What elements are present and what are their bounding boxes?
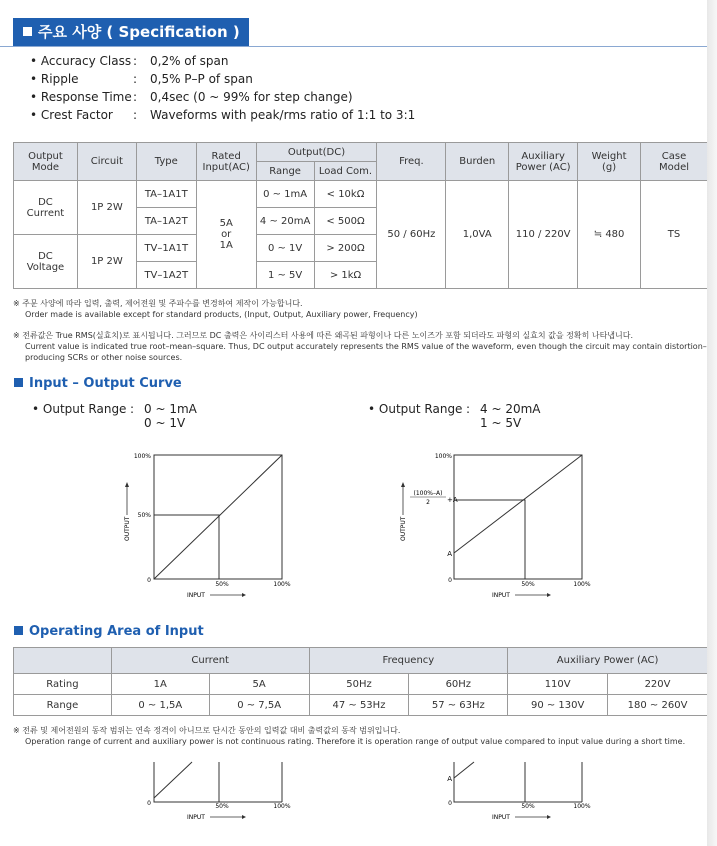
svg-text:100%: 100% bbox=[133, 453, 151, 460]
table-cell: 0 ~ 7,5A bbox=[209, 695, 309, 716]
title-divider bbox=[0, 46, 708, 47]
output-mode-cell: DC Voltage bbox=[14, 235, 78, 289]
page-title: 주요 사양 ( Specification ) bbox=[13, 18, 249, 46]
op-header-aux-power: Auxiliary Power (AC) bbox=[508, 648, 708, 674]
row-label-rating: Rating bbox=[14, 674, 112, 695]
type-cell: TV–1A2T bbox=[136, 262, 196, 289]
io-curve-graph-bottom-right bbox=[394, 758, 604, 828]
spec-value: Waveforms with peak/rms ratio of 1:1 to 3:1 bbox=[150, 108, 416, 122]
case-cell: TS bbox=[641, 181, 708, 289]
svg-text:50%: 50% bbox=[521, 581, 535, 588]
load-cell: > 1kΩ bbox=[314, 262, 377, 289]
header-freq: Freq. bbox=[377, 143, 446, 181]
table-cell: 57 ~ 63Hz bbox=[409, 695, 508, 716]
svg-text:100%: 100% bbox=[273, 803, 291, 810]
svg-text:INPUT: INPUT bbox=[187, 592, 205, 599]
load-cell: < 10kΩ bbox=[314, 181, 377, 208]
table-cell: 220V bbox=[608, 674, 708, 695]
weight-cell: ≒ 480 bbox=[578, 181, 641, 289]
svg-text:50%: 50% bbox=[137, 512, 151, 519]
curve-right-range: • Output Range bbox=[368, 402, 463, 416]
header-circuit: Circuit bbox=[77, 143, 136, 181]
spec-label: Accuracy Class bbox=[40, 54, 132, 68]
load-cell: > 200Ω bbox=[314, 235, 377, 262]
page-edge-shadow bbox=[707, 0, 717, 846]
svg-text:100%: 100% bbox=[573, 581, 591, 588]
header-type: Type bbox=[136, 143, 196, 181]
table-cell: 90 ~ 130V bbox=[508, 695, 608, 716]
svg-text:100%: 100% bbox=[273, 581, 291, 588]
spec-label: Ripple bbox=[40, 72, 79, 86]
table-cell: 5A bbox=[209, 674, 309, 695]
svg-text:A: A bbox=[447, 550, 452, 558]
table-cell: 0 ~ 1,5A bbox=[111, 695, 209, 716]
header-aux-power: Auxiliary Power (AC) bbox=[509, 143, 578, 181]
svg-text:(100%–A): (100%–A) bbox=[413, 490, 443, 497]
svg-text:50%: 50% bbox=[215, 581, 229, 588]
table-cell: 47 ~ 53Hz bbox=[309, 695, 409, 716]
header-output-mode: Output Mode bbox=[14, 143, 78, 181]
freq-cell: 50 / 60Hz bbox=[377, 181, 446, 289]
circuit-cell: 1P 2W bbox=[77, 181, 136, 235]
io-curve-heading: Input – Output Curve bbox=[14, 376, 182, 391]
range-cell: 0 ~ 1mA bbox=[256, 181, 314, 208]
curve-right-value: 1 ~ 5V bbox=[480, 416, 522, 430]
table-cell: 1A bbox=[111, 674, 209, 695]
rms-note: ※ 전류값은 True RMS(실효치)로 표시됩니다. 그러므로 DC 출력은 사이리스터 사용에 따른 왜곡된 파형이나 다른 노이즈가 포함 되더라도 파형의 실효치 값을 정확히 나타냅니다. Current value is indicated true root–mean–square. Thus, DC output accurately represents the RMS value of the waveform, even though the circuit may contain distortion– producing SCRs or other noise sources. bbox=[13, 331, 707, 362]
operation-range-note: ※ 전류 및 제어전원의 동작 범위는 연속 정격이 아니므로 단시간 동안의 입력값 대비 출력값의 동작 범위입니다. Operation range of current and auxiliary power is not continuous rating. Therefore it is operation range of output value compared to input value during a short time. bbox=[13, 726, 686, 746]
spec-value: 0,4sec (0 ~ 99% for step change) bbox=[150, 90, 353, 104]
table-cell: 60Hz bbox=[409, 674, 508, 695]
table-row bbox=[14, 674, 708, 695]
spec-label: Crest Factor bbox=[40, 108, 113, 122]
svg-text:0: 0 bbox=[147, 800, 151, 807]
svg-text:0: 0 bbox=[448, 577, 452, 584]
burden-cell: 1,0VA bbox=[446, 181, 509, 289]
table-cell: 110V bbox=[508, 674, 608, 695]
svg-text:0: 0 bbox=[448, 800, 452, 807]
svg-text:OUTPUT: OUTPUT bbox=[124, 516, 131, 541]
svg-text:OUTPUT: OUTPUT bbox=[400, 516, 407, 541]
spec-table bbox=[13, 142, 708, 289]
type-cell: TV–1A1T bbox=[136, 235, 196, 262]
load-cell: < 500Ω bbox=[314, 208, 377, 235]
curve-left-range: • Output Range bbox=[32, 402, 127, 416]
operating-area-heading: Operating Area of Input bbox=[14, 624, 204, 639]
svg-text:A: A bbox=[447, 775, 452, 783]
square-bullet-icon bbox=[14, 378, 23, 387]
order-note: ※ 주문 사양에 따라 입력, 출력, 제어전원 및 주파수를 변경하여 제작이 가능합니다. Order made is available except for standard products, (Input, Output, Auxiliary power, Frequency) bbox=[13, 299, 418, 319]
svg-text:50%: 50% bbox=[215, 803, 229, 810]
io-curve-graph-right bbox=[394, 445, 604, 605]
header-range: Range bbox=[256, 162, 314, 181]
spec-label: Response Time bbox=[40, 90, 132, 104]
table-cell: 50Hz bbox=[309, 674, 409, 695]
op-header-frequency: Frequency bbox=[309, 648, 508, 674]
svg-text:INPUT: INPUT bbox=[187, 814, 205, 821]
square-bullet-icon bbox=[23, 27, 32, 36]
header-output-dc: Output(DC) bbox=[256, 143, 377, 162]
curve-left-value: 0 ~ 1mA bbox=[144, 402, 197, 416]
svg-text:INPUT: INPUT bbox=[492, 814, 510, 821]
rated-input-cell: 5A or 1A bbox=[196, 181, 256, 289]
svg-text:+A: +A bbox=[447, 496, 458, 504]
header-weight: Weight (g) bbox=[578, 143, 641, 181]
io-curve-graph-bottom-left bbox=[110, 758, 310, 828]
type-cell: TA–1A1T bbox=[136, 181, 196, 208]
io-curve-graph-left bbox=[110, 445, 310, 605]
curve-left-value: 0 ~ 1V bbox=[144, 416, 186, 430]
header-rated-input: Rated Input(AC) bbox=[196, 143, 256, 181]
aux-power-cell: 110 / 220V bbox=[509, 181, 578, 289]
curve-right-value: 4 ~ 20mA bbox=[480, 402, 541, 416]
table-cell: 180 ~ 260V bbox=[608, 695, 708, 716]
type-cell: TA–1A2T bbox=[136, 208, 196, 235]
range-cell: 0 ~ 1V bbox=[256, 235, 314, 262]
svg-text:100%: 100% bbox=[434, 453, 452, 460]
operating-area-table bbox=[13, 647, 708, 716]
table-row bbox=[14, 181, 708, 208]
header-load: Load Com. bbox=[314, 162, 377, 181]
op-header-current: Current bbox=[111, 648, 309, 674]
header-case: Case Model bbox=[641, 143, 708, 181]
spec-value: 0,5% P–P of span bbox=[150, 72, 253, 86]
table-row bbox=[14, 695, 708, 716]
output-mode-cell: DC Current bbox=[14, 181, 78, 235]
spec-value: 0,2% of span bbox=[150, 54, 229, 68]
svg-text:0: 0 bbox=[147, 577, 151, 584]
svg-text:INPUT: INPUT bbox=[492, 592, 510, 599]
svg-text:50%: 50% bbox=[521, 803, 535, 810]
row-label-range: Range bbox=[14, 695, 112, 716]
square-bullet-icon bbox=[14, 626, 23, 635]
range-cell: 1 ~ 5V bbox=[256, 262, 314, 289]
svg-text:2: 2 bbox=[426, 499, 430, 506]
circuit-cell: 1P 2W bbox=[77, 235, 136, 289]
op-header-blank bbox=[14, 648, 112, 674]
range-cell: 4 ~ 20mA bbox=[256, 208, 314, 235]
header-burden: Burden bbox=[446, 143, 509, 181]
svg-text:100%: 100% bbox=[573, 803, 591, 810]
